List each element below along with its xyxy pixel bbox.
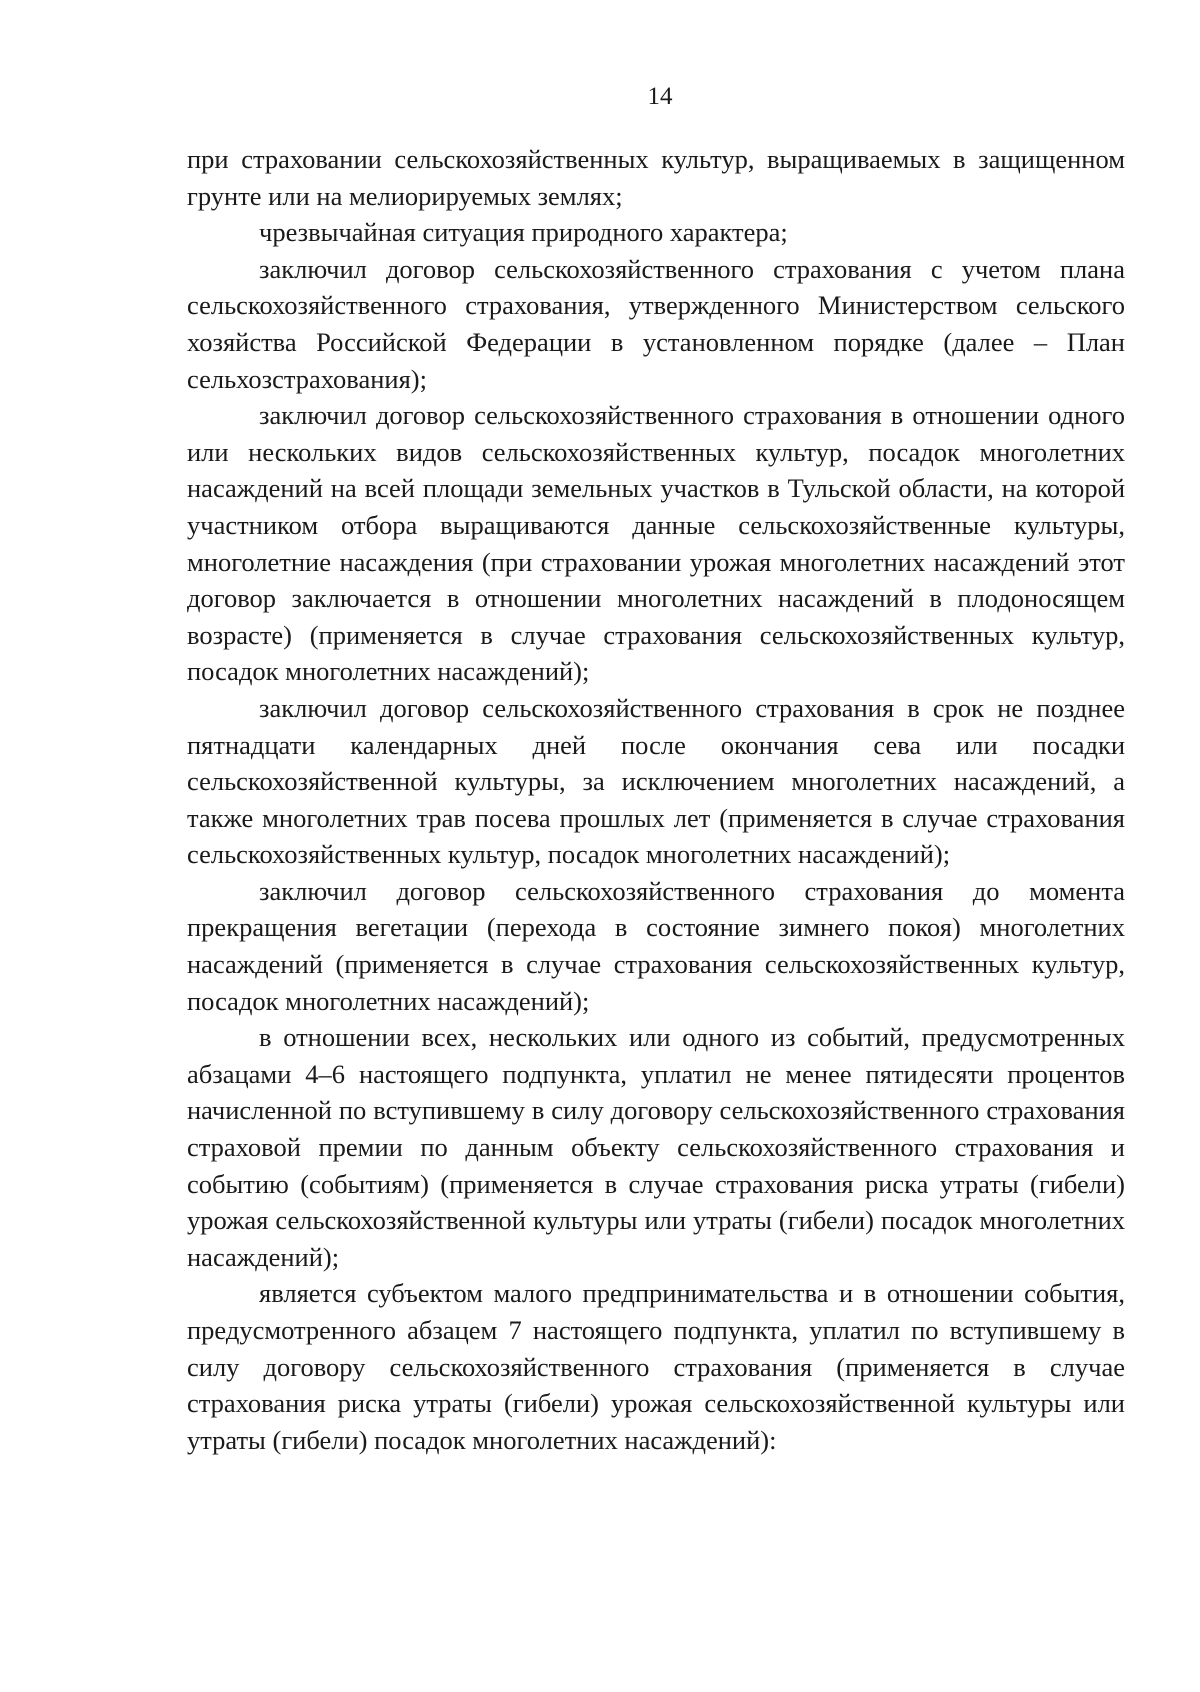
paragraph: в отношении всех, нескольких или одного из событий, предусмотренных абзацами 4–6 настоящего подпункта, уплатил не менее пятидесяти процентов начисленной по вступившему в силу договору сельскохозяйственного страхования страховой премии по данным объекту сельскохозяйственного страхования и событию (событиям) (применяется в случае страхования риска утраты (гибели) урожая сельскохозяйственной культуры или утраты (гибели) посадок многолетних насаждений); [187, 1022, 1125, 1272]
paragraph: при страховании сельскохозяйственных культур, выращиваемых в защищенном грунте или на мелиорируемых землях; [187, 144, 1125, 211]
document-body [187, 141, 1125, 1458]
paragraph: заключил договор сельскохозяйственного страхования в срок не позднее пятнадцати календарных дней после окончания сева или посадки сельскохозяйственной культуры, за исключением многолетних насаждений, а также многолетних трав посева прошлых лет (применяется в случае страхования сельскохозяйственных культур, посадок многолетних насаждений); [187, 692, 1125, 870]
paragraph: заключил договор сельскохозяйственного страхования с учетом плана сельскохозяйственного страхования, утвержденного Министерством сельского хозяйства Российской Федерации в установленном порядке (далее – План сельхозстрахования); [187, 253, 1125, 394]
paragraph: чрезвычайная ситуация природного характера; [259, 217, 788, 248]
paragraph: является субъектом малого предпринимательства и в отношении события, предусмотренного абзацем 7 настоящего подпункта, уплатил по вступившему в силу договору сельскохозяйственного страхования (применяется в случае страхования риска утраты (гибели) урожая сельскохозяйственной культуры или утраты (гибели) посадок многолетних насаждений): [187, 1278, 1125, 1455]
paragraph: заключил договор сельскохозяйственного страхования до момента прекращения вегетации (перехода в состояние зимнего покоя) многолетних насаждений (применяется в случае страхования сельскохозяйственных культур, посадок многолетних насаждений); [187, 875, 1125, 1016]
page-number: 14 [647, 83, 673, 110]
paragraph: заключил договор сельскохозяйственного страхования в отношении одного или нескольких видов сельскохозяйственных культур, посадок многолетних насаждений на всей площади земельных участков в Тульской области, на которой участником отбора выращиваются данные сельскохозяйственные культуры, многолетние насаждения (при страховании урожая многолетних насаждений этот договор заключается в отношении многолетних насаждений в плодоносящем возрасте) (применяется в случае страхования сельскохозяйственных культур, посадок многолетних насаждений); [187, 400, 1125, 687]
